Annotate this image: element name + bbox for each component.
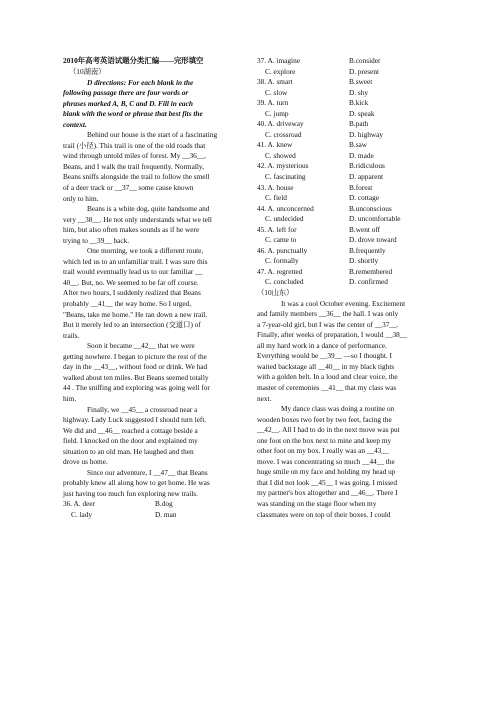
passage-line: But it merely led to an intersection (交道口) of: [63, 320, 201, 330]
option-right: D. man: [155, 509, 177, 519]
option-left: C. undecided: [265, 214, 304, 224]
passage-line: my partner's box altogether and __46__. There I: [257, 488, 398, 498]
option-right: D. made: [349, 150, 374, 160]
passage-line: wind through untold miles of forest. My __36__,: [63, 151, 206, 161]
option-right: D. cottage: [349, 193, 379, 203]
passage-line: Beans, and I walk the trail frequently. Normally,: [63, 161, 204, 171]
passage-line: After two hours, I suddenly realized that Beans: [63, 288, 201, 298]
option-row: [257, 67, 433, 78]
option-right: D. speak: [349, 108, 375, 118]
option-row: [63, 510, 239, 521]
passage-line: all my hard work in a dance of performance.: [257, 340, 387, 350]
passage-line: 44 . The sniffing and exploring was going well for: [63, 383, 210, 393]
option-row: [257, 183, 433, 194]
option-left: C. formally: [265, 256, 299, 266]
passage-line: Behind our house is the start of a fascinating: [87, 130, 218, 140]
passage-line: situation to an old man. He laughed and then: [63, 446, 194, 456]
passage-line: My dance class was doing a routine on: [281, 404, 395, 414]
option-left: C. came to: [265, 235, 297, 245]
passage-line: move. I was concentrating so much __44__ the: [257, 456, 395, 466]
passage-line: （10湖南）: [69, 67, 106, 76]
passage-line: It was a cool October evening. Excitement: [281, 298, 406, 308]
option-left: 37. A. imagine: [257, 56, 300, 65]
option-left: 43. A. house: [257, 182, 294, 192]
passage-line: following passage there are four words or: [63, 88, 189, 98]
passage-line: __42__. All I had to do in the next move was put: [257, 425, 400, 435]
option-right: D. apparent: [349, 172, 384, 182]
option-row: [63, 499, 239, 510]
option-left: C. crossroad: [265, 129, 302, 139]
passage-line: We did and __46__ reached a cottage beside a: [63, 425, 198, 435]
passage-line: trail would eventually lead us to our familiar __: [63, 267, 203, 277]
passage-line: with a golden belt. In a loud and clear voice, the: [257, 372, 398, 382]
right-column: [257, 56, 433, 520]
passage-line: day in the __43__, without food or drink. We had: [63, 362, 208, 372]
passage-line: of a deer track or __37__ some cause known: [63, 183, 194, 193]
passage-line: drove us home.: [63, 457, 108, 467]
option-right: B.frequently: [349, 245, 386, 255]
passage-line: huge smile on my face and holding my head up: [257, 467, 396, 477]
passage-line: walked about ten miles. But Beans seemed totally: [63, 372, 209, 382]
option-right: D. highway: [349, 129, 384, 139]
option-row: [257, 277, 433, 288]
option-right: D. confirmed: [349, 277, 388, 287]
option-row: [257, 98, 433, 109]
option-row: [257, 161, 433, 172]
option-left: C. lady: [71, 509, 93, 519]
passage-line: wooden boxes two feet by two feet, facing the: [257, 414, 392, 424]
option-left: 44. A. unconcerned: [257, 203, 314, 213]
option-row: [257, 77, 433, 88]
passage-line: was standing on the stage floor when my: [257, 498, 377, 508]
option-left: 46. A. punctually: [257, 245, 308, 255]
passage-line: probably knew all along how to get home. He was: [63, 478, 210, 488]
passage-line: trails.: [63, 330, 80, 340]
option-right: B.kick: [349, 98, 369, 108]
option-right: D. shortly: [349, 256, 379, 266]
option-left: 47. A. regretted: [257, 266, 303, 276]
option-right: D. drove toward: [349, 235, 397, 245]
option-row: [257, 246, 433, 257]
option-left: C. explore: [265, 66, 296, 76]
option-left: 36. A. deer: [63, 499, 96, 509]
passage-line: "Beans, take me home." He ran down a new trail.: [63, 309, 208, 319]
passage-line: other foot on my box. I really was an __43__: [257, 446, 389, 456]
option-left: C. concluded: [265, 277, 304, 287]
passage-line: probably __41__ the way home. So I urged,: [63, 299, 192, 309]
passage-line: D directions: For each blank in the: [87, 77, 194, 87]
option-row: [257, 172, 433, 183]
option-row: [257, 151, 433, 162]
passage-line: One morning, we took a different route,: [87, 246, 204, 256]
passage-line: a 7-year-old girl, but I was the center of __37__.: [257, 319, 399, 329]
passage-line: Soon it became __42__ that we were: [87, 341, 195, 351]
option-left: 39. A. turn: [257, 98, 289, 108]
option-left: 41. A. knew: [257, 140, 293, 150]
passage-line: that I did not look __45__ I was going. I missed: [257, 477, 398, 487]
passage-line: which led us to an unfamiliar trail. I was sure this: [63, 256, 208, 266]
passage-line: Beans is a white dog, quite handsome and: [87, 204, 210, 214]
passage-line: blank with the word or phrase that best fits the: [63, 109, 203, 119]
option-row: [257, 56, 433, 67]
left-column: [63, 56, 239, 521]
option-left: 40. A. driveway: [257, 119, 304, 129]
passage-line: master of ceremonies __41__ that my class was: [257, 382, 397, 392]
option-row: [257, 204, 433, 215]
option-row: [257, 88, 433, 99]
option-right: B.path: [349, 119, 369, 129]
passage-line: next.: [257, 393, 272, 403]
option-row: [257, 235, 433, 246]
option-left: 45. A. left for: [257, 224, 297, 234]
option-right: D. shy: [349, 87, 369, 97]
passage-line: field. I knocked on the door and explained my: [63, 436, 198, 446]
passage-line: waited backstage all __40__ in my black tights: [257, 361, 395, 371]
passage-line: trying to __39__ back.: [63, 235, 130, 245]
option-right: B.saw: [349, 140, 368, 150]
passage-line: him.: [63, 393, 77, 403]
passage-line: phrases marked A, B, C and D. Fill in each: [63, 98, 193, 108]
passage-line: Everything would be __39__ —so I thought. I: [257, 351, 392, 361]
passage-line: him, but also often makes sounds as if he were: [63, 225, 200, 235]
option-left: C. showed: [265, 150, 296, 160]
passage-line: Since our adventure, I __47__ that Beans: [87, 467, 208, 477]
option-right: B.dog: [155, 499, 173, 509]
option-right: B.ridiculous: [349, 161, 385, 171]
passage-line: classmates were on top of their boxes. I could: [257, 509, 391, 519]
passage-line: getting nowhere. I began to picture the rest of the: [63, 351, 207, 361]
passage-line: very __38__. He not only understands what we tell: [63, 214, 212, 224]
passage-line: highway. Lady Luck suggested I should turn left.: [63, 415, 207, 425]
passage-line: only to him.: [63, 193, 99, 203]
option-right: B.unconscious: [349, 203, 392, 213]
option-row: [257, 119, 433, 130]
option-left: C. slow: [265, 87, 288, 97]
passage-line: （10山东）: [257, 288, 294, 298]
passage-line: just having too much fun exploring new trails.: [63, 488, 198, 498]
option-right: B.went off: [349, 224, 381, 234]
option-left: 42. A. mysterious: [257, 161, 309, 171]
passage-line: and family members __36__ the hall. I was only: [257, 309, 399, 319]
option-left: C. field: [265, 193, 287, 203]
document-title: 2010年高考英语试题分类汇编——完形填空: [63, 56, 204, 65]
option-row: [257, 109, 433, 120]
option-left: C. fascinating: [265, 172, 306, 182]
option-right: D. present: [349, 66, 379, 76]
option-row: [257, 225, 433, 236]
option-left: C. jump: [265, 108, 289, 118]
option-right: B.consider: [349, 56, 381, 65]
passage-line: trail (小径). This trail is one of the old roads that: [63, 140, 206, 150]
option-right: D. uncomfortable: [349, 214, 401, 224]
passage-line: 40__. But, no. We seemed to be far off course.: [63, 277, 199, 287]
passage-line: one foot on the box next to mine and keep my: [257, 435, 392, 445]
option-row: [257, 267, 433, 278]
option-right: B.sweet: [349, 77, 373, 87]
passage-line: Finally, after weeks of preparation, I would __38__: [257, 330, 408, 340]
option-row: [257, 130, 433, 141]
passage-line: Beans sniffs alongside the trail to follow the smell: [63, 172, 210, 182]
option-right: B.forest: [349, 182, 373, 192]
option-row: [257, 214, 433, 225]
option-right: B.remembered: [349, 266, 393, 276]
option-left: 38. A. smart: [257, 77, 293, 87]
option-row: [257, 256, 433, 267]
option-row: [257, 140, 433, 151]
option-row: [257, 193, 433, 204]
passage-line: Finally, we __45__ a crossroad near a: [87, 404, 198, 414]
passage-line: context.: [63, 119, 87, 129]
